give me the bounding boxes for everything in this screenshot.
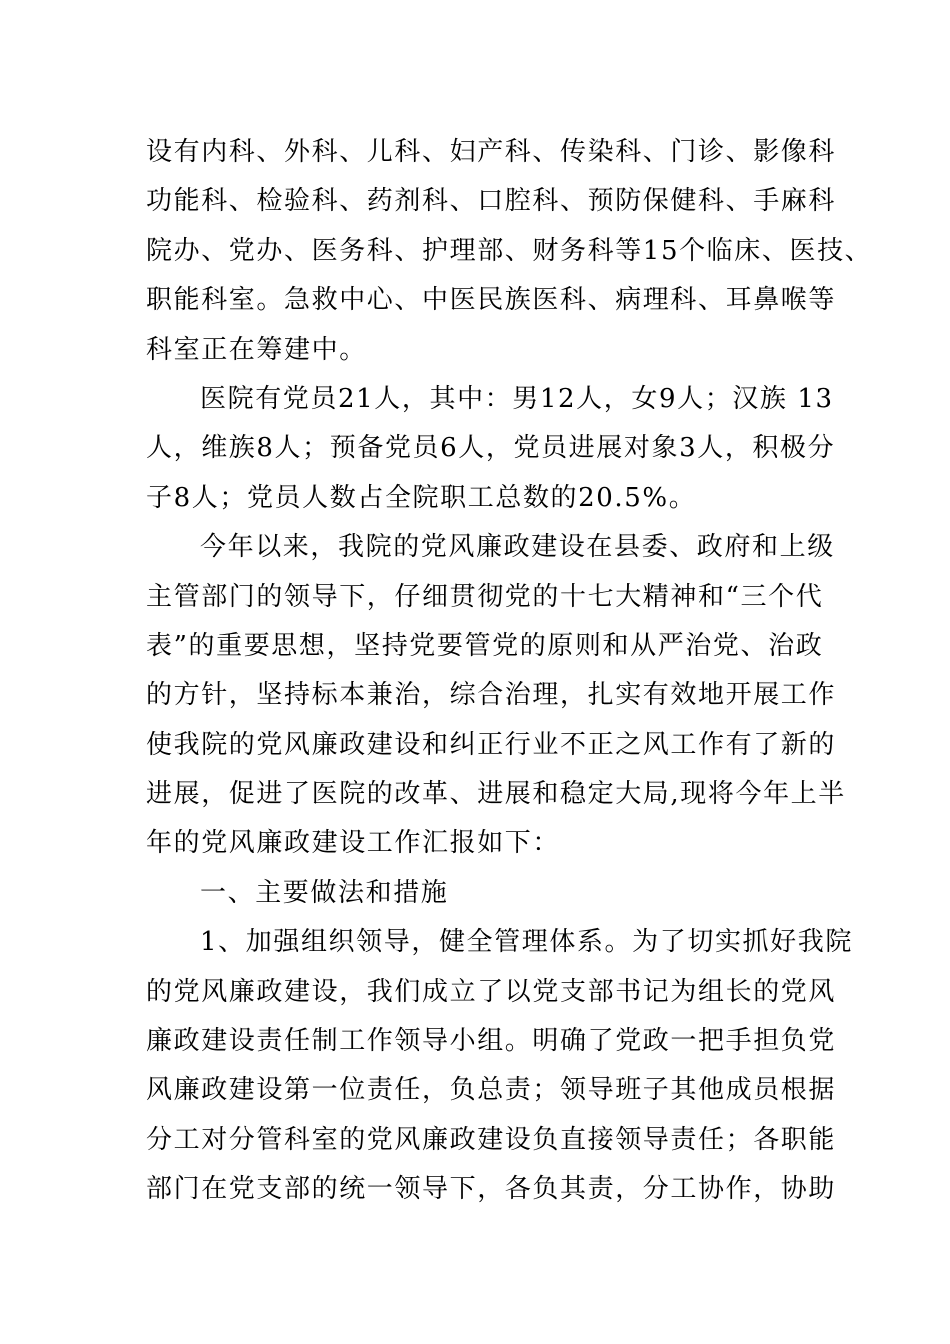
text-line: 人，维族8人；预备党员6人，党员进展对象3人，积极分 — [146, 433, 836, 464]
text-line: 职能科室。急救中心、中医民族医科、病理科、耳鼻喉等 — [146, 285, 837, 316]
text-line: 功能科、检验科、药剂科、口腔科、预防保健科、手麻科 — [146, 186, 837, 217]
text-line: 院办、党办、医务科、护理部、财务科等15个临床、医技、 — [146, 235, 873, 266]
text-line: 的党风廉政建设，我们成立了以党支部书记为组长的党风 — [146, 976, 837, 1007]
text-line: 主管部门的领导下，仔细贯彻党的十七大精神和“三个代 — [146, 581, 824, 612]
text-line: 分工对分管科室的党风廉政建设负直接领导责任；各职能 — [146, 1124, 837, 1155]
section-heading: 一、主要做法和措施 — [200, 877, 449, 908]
paragraph-start-line: 今年以来，我院的党风廉政建设在县委、政府和上级 — [200, 532, 835, 563]
text-line: 年的党风廉政建设工作汇报如下： — [146, 828, 561, 859]
document-body — [146, 128, 873, 1215]
text-line: 设有内科、外科、儿科、妇产科、传染科、门诊、影像科 — [146, 137, 837, 167]
text-line: 的方针，坚持标本兼治，综合治理，扎实有效地开展工作 — [146, 680, 837, 711]
text-line: 廉政建设责任制工作领导小组。明确了党政一把手担负党 — [146, 1026, 837, 1057]
text-line: 风廉政建设第一位责任，负总责；领导班子其他成员根据 — [146, 1075, 837, 1106]
paragraph-start-line: 1、加强组织领导，健全管理体系。为了切实抓好我院 — [200, 927, 853, 958]
text-line: 子8人；党员人数占全院职工总数的20.5%。 — [146, 482, 697, 513]
text-line: 部门在党支部的统一领导下，各负其责，分工协作，协助 — [146, 1174, 837, 1205]
text-line: 进展，促进了医院的改革、进展和稳定大局,现将今年上半 — [146, 779, 846, 810]
text-line: 表”的重要思想，坚持党要管党的原则和从严治党、治政 — [146, 630, 824, 661]
text-line: 科室正在筹建中。 — [146, 334, 367, 365]
text-line: 使我院的党风廉政建设和纠正行业不正之风工作有了新的 — [146, 729, 837, 760]
paragraph-start-line: 医院有党员21人，其中：男12人，女9人；汉族 13 — [200, 383, 834, 414]
